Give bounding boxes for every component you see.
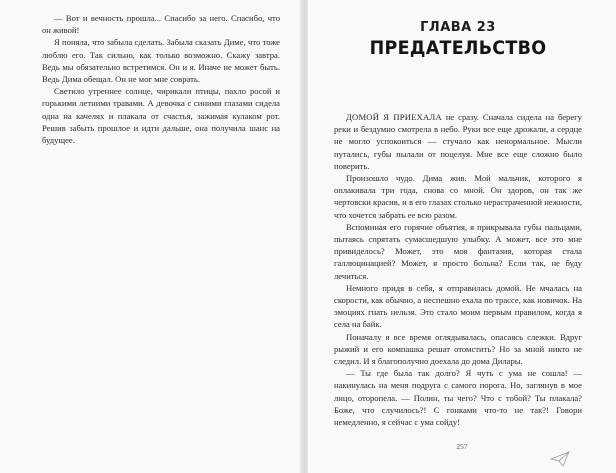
paper-plane-icon — [550, 451, 570, 467]
right-page — [308, 0, 616, 473]
paragraph: Произошло чудо. Дима жив. Мой мальчик, которого я оплакивала три года, снова со мной. Он здоров, он так же чертовски красив, и в его глазах столько нерастраченной нежности, что хочется забрать ее всю разом. — [334, 173, 582, 220]
left-page — [0, 0, 302, 473]
chapter-number: ГЛАВА 23 — [420, 20, 496, 35]
paragraph: Поначалу я все время оглядывалась, опасаясь слежки. Вдруг рыжий и его компашка решат отомстить? Но за мной никто не следил. И я благополучно доехала до дома Дилары. — [334, 331, 582, 367]
paragraph: Немного придя в себя, я отправилась домой. Не мчалась на скорости, как обычно, а неспешно ехала по трассе, как новичок. На эмоциях гнать нельзя. Это стало моим первым правилом, когда я села на байк. — [334, 282, 582, 330]
page-number: 257 — [456, 442, 468, 451]
paragraph: Вспоминая его горячие объятия, я прикрывала губы пальцами, пытаясь спрятать сумасшедшую улыбку. А может, все это мне привиделось? Может, это моя фантазия, которая стала галлюцинацией? Может, я просто больна? Если так, не буду лечиться. — [334, 221, 582, 281]
opening-paragraph — [334, 111, 582, 172]
paragraph: Светило утреннее солнце, чирикали птицы, пахло росой и горькими летними травами. А девочка с синими глазами сидела одна на качелях и плакала от счастья, зажимая кулаком рот. Решив забыть прошлое и идти дальше, она получила шанс на будущее. — [42, 86, 280, 146]
chapter-body — [334, 111, 582, 428]
paragraph: — Ты где была так долго? Я чуть с ума не сошла! — накинулась на меня подруга с самого порога. Но, заглянув в мое лицо, оторопела. — Полин, ты чего? Что с тобой? Ты плакала? Боже, что случилось?! С гонками что-то не так?! Говори немедленно, я сейчас с ума сойду! — [334, 368, 582, 428]
paragraph: Я поняла, что забыла сделать. Забыла сказать Диме, что тоже люблю его. Так сильно, как только возможно. Скажу завтра. Ведь мы обязательно встретимся. Он и я. Иначе не может быть. Ведь Дима обещал. Он не мог мне соврать. — [42, 37, 280, 85]
opening-paragraph-text: не сразу. Сначала сидела на берегу реки и бездумно смотрела в небо. Руки все еще дрожали, а сердце не могло успокоиться — стучало как ненормальное. Мысли путались, губы пылали от поцелуя. Мне все еще сложно было поверить. — [334, 112, 582, 171]
paragraph: — Вот и вечность прошла... Спасибо за него. Спасибо, что он живой! — [42, 13, 280, 36]
chapter-title: ПРЕДАТЕЛЬСТВО — [369, 37, 547, 59]
lead-caps: ДОМОЙ Я ПРИЕХАЛА — [346, 112, 442, 122]
